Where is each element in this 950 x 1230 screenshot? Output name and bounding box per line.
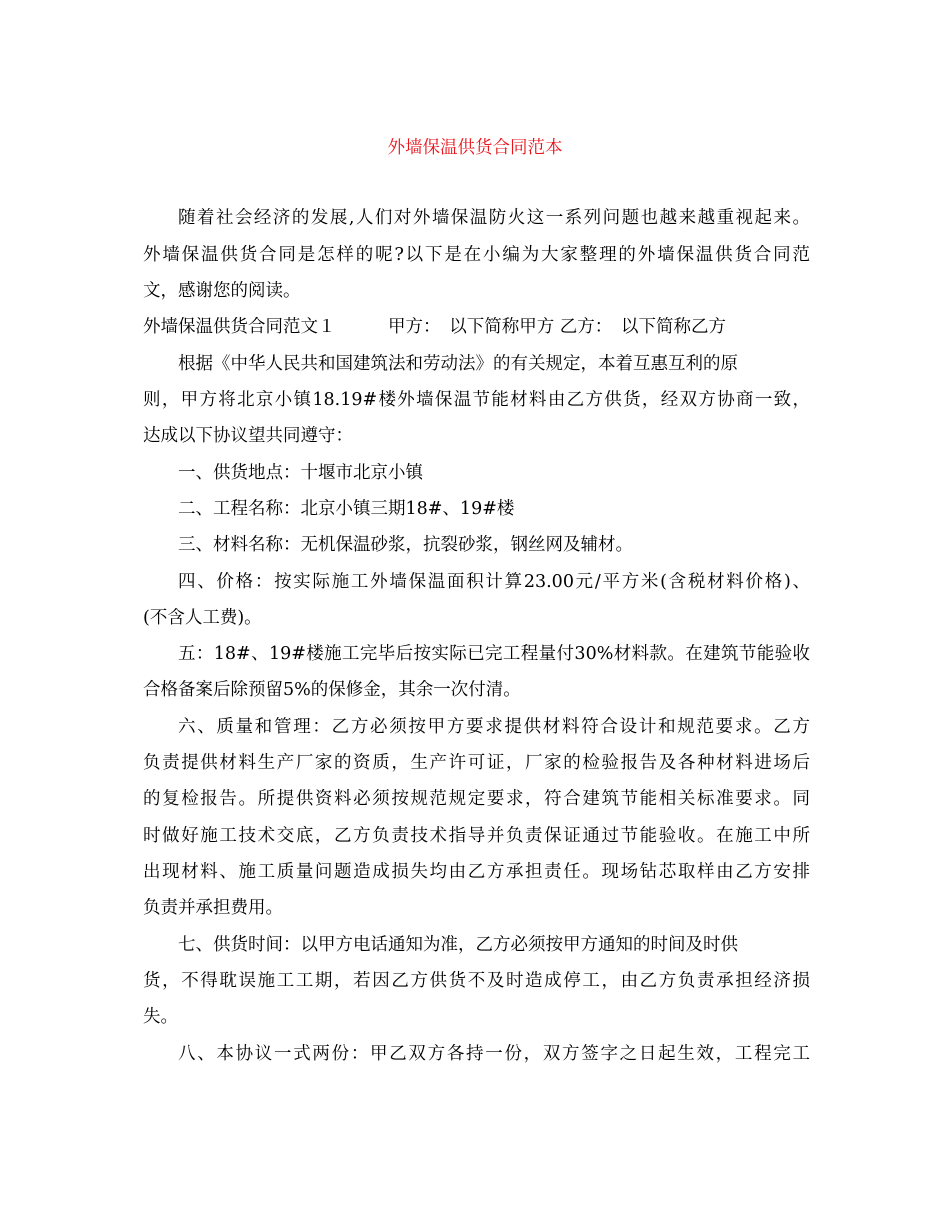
text-line: 五：18#、19#楼施工完毕后按实际已完工程量付30%材料款。在建筑节能验收 bbox=[178, 644, 810, 664]
text-line: 负责提供材料生产厂家的资质，生产许可证，厂家的检验报告及各种材料进场后 bbox=[143, 753, 810, 773]
text-line: 达成以下协议望共同遵守： bbox=[143, 426, 353, 446]
text-line: 一、供货地点：十堰市北京小镇 bbox=[178, 463, 423, 483]
text-line: 六、质量和管理：乙方必须按甲方要求提供材料符合设计和规范要求。乙方 bbox=[178, 717, 810, 737]
text-line: 八、本协议一式两份：甲乙双方各持一份，双方签字之日起生效，工程完工 bbox=[178, 1044, 810, 1064]
text-line: 时做好施工技术交底，乙方负责技术指导并负责保证通过节能验收。在施工中所 bbox=[143, 826, 810, 846]
text-line: 七、供货时间：以甲方电话通知为准，乙方必须按甲方通知的时间及时供 bbox=[178, 935, 738, 955]
text-line: 则，甲方将北京小镇18.19#楼外墙保温节能材料由乙方供货，经双方协商一致， bbox=[143, 390, 810, 410]
text-line: 的复检报告。所提供资料必须按规范规定要求，符合建筑节能相关标准要求。同 bbox=[143, 789, 810, 809]
document-title: 外墙保温供货合同范本 bbox=[387, 138, 563, 158]
text-line: 货，不得耽误施工工期，若因乙方供货不及时造成停工，由乙方负责承担经济损 bbox=[143, 971, 810, 991]
text-line: 负责并承担费用。 bbox=[143, 898, 283, 918]
text-line: (不含人工费)。 bbox=[143, 608, 262, 628]
text-line: 三、材料名称：无机保温砂浆，抗裂砂浆，钢丝网及辅材。 bbox=[178, 535, 633, 555]
text-line: 四、价格：按实际施工外墙保温面积计算23.00元/平方米(含税材料价格)、 bbox=[178, 572, 810, 592]
text-line: 合格备案后除预留5%的保修金，其余一次付清。 bbox=[143, 680, 521, 700]
text-line: 随着社会经济的发展,人们对外墙保温防火这一系列问题也越来越重视起来。 bbox=[178, 208, 810, 228]
text-line: 失。 bbox=[143, 1007, 178, 1027]
text-line: 文，感谢您的阅读。 bbox=[143, 281, 301, 301]
text-line: 二、工程名称：北京小镇三期18#、19#楼 bbox=[178, 499, 515, 519]
text-line: 根据《中华人民共和国建筑法和劳动法》的有关规定，本着互惠互利的原 bbox=[178, 354, 738, 374]
text-line: 外墙保温供货合同是怎样的呢?以下是在小编为大家整理的外墙保温供货合同范 bbox=[143, 245, 810, 265]
text-line: 外墙保温供货合同范文１ 甲方： 以下简称甲方 乙方： 以下简称乙方 bbox=[143, 317, 727, 337]
text-line: 出现材料、施工质量问题造成损失均由乙方承担责任。现场钻芯取样由乙方安排 bbox=[143, 862, 810, 882]
